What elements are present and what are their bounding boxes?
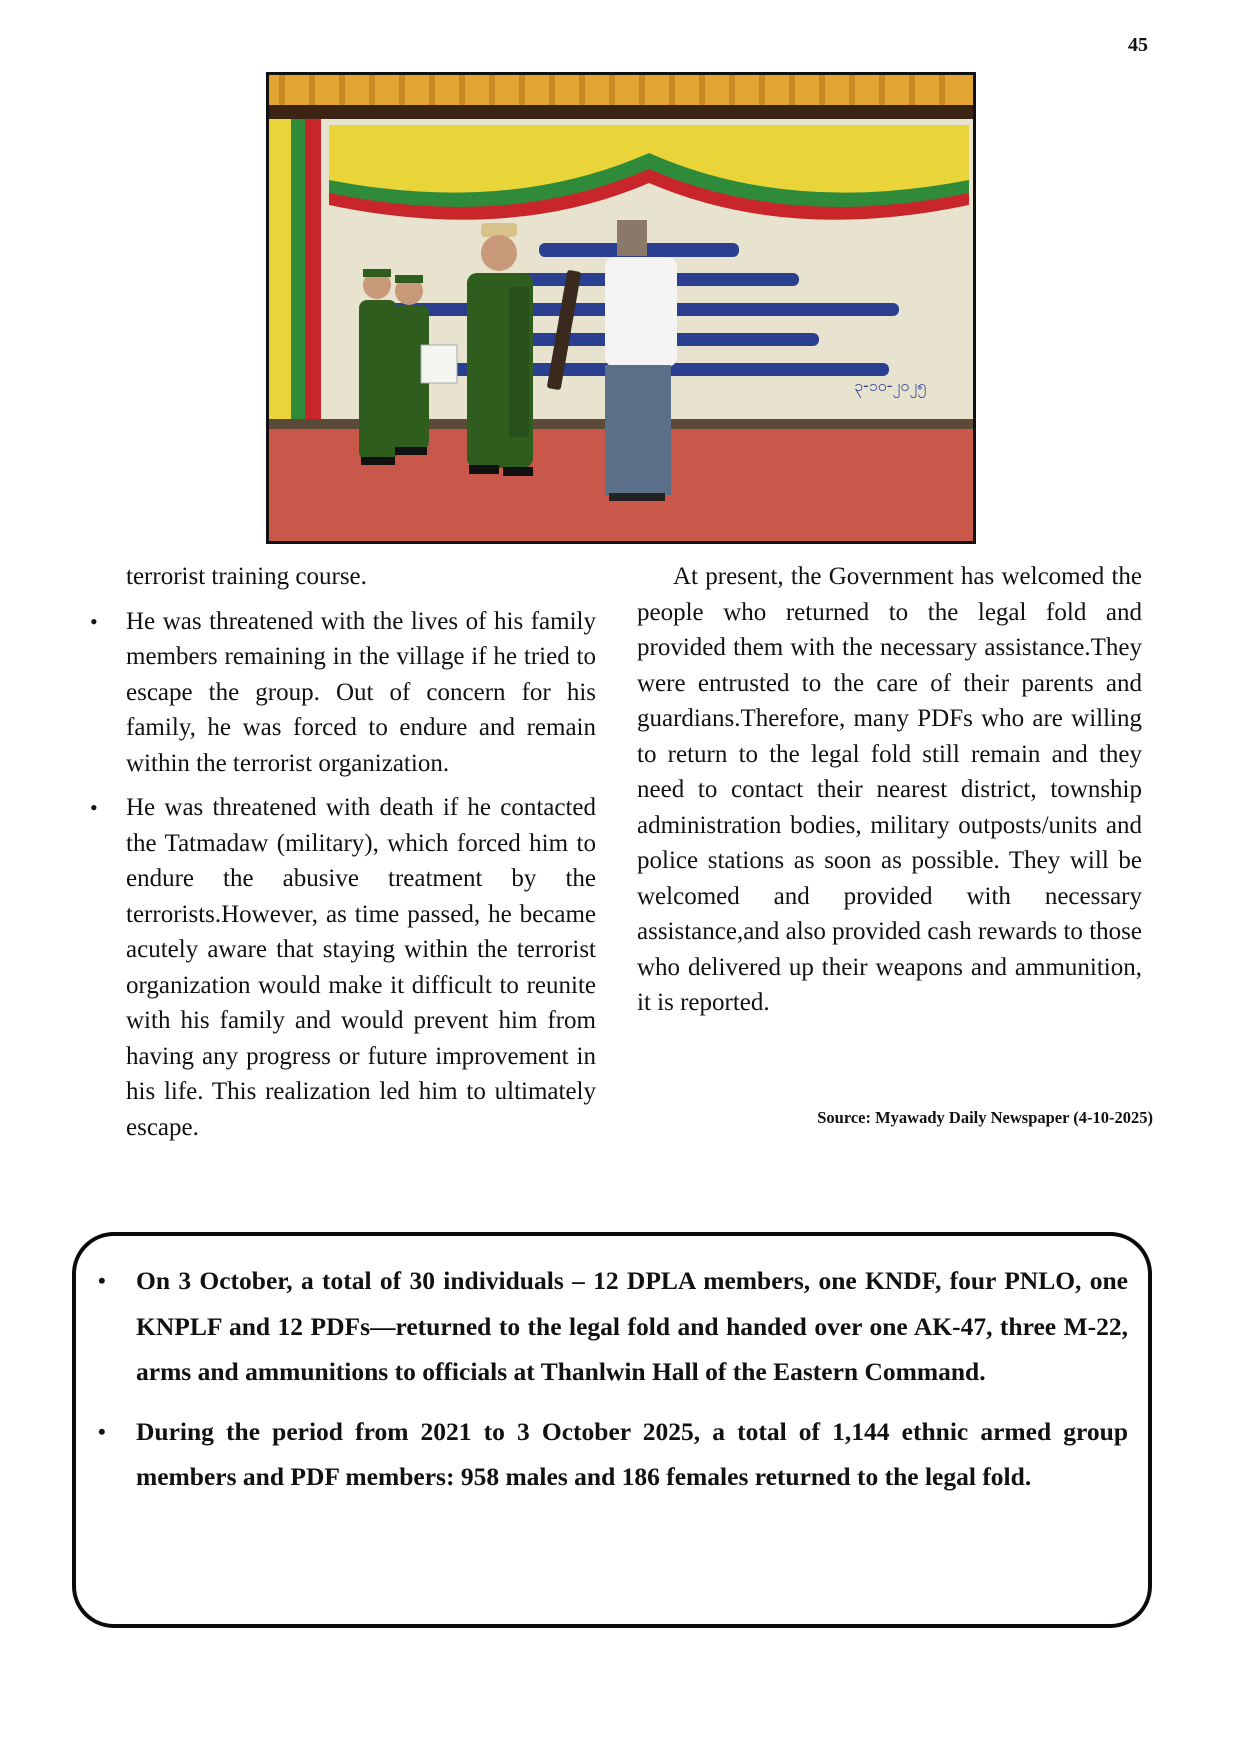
right-column	[637, 559, 1142, 1021]
envelope	[421, 345, 457, 383]
highlight-item-text: During the period from 2021 to 3 October 2025, a total of 1,144 ethnic armed group members and PDF members: 958 males and 186 females returned to the legal fold.	[136, 1416, 1128, 1491]
left-column	[88, 559, 596, 1154]
highlight-list	[98, 1258, 1128, 1514]
civilian-figure	[605, 220, 677, 501]
list-item	[88, 790, 596, 1145]
page-number: 45	[1128, 34, 1148, 56]
ceremony-photo-illustration	[269, 75, 973, 541]
bullet-icon: •	[90, 608, 98, 634]
highlight-item	[98, 1258, 1128, 1395]
highlight-box	[72, 1232, 1152, 1628]
source-citation: Source: Myawady Daily Newspaper (4-10-2025)	[817, 1108, 1153, 1127]
bullet-icon: •	[98, 1268, 106, 1293]
body-paragraph: At present, the Government has welcomed the people who returned to the legal fold and provided them with the necessary assistance.They were entrusted to the care of their parents and guardians.Therefore, many PDFs who are willing to return to the legal fold still remain and they need to contact their nearest district, township administration bodies, military outposts/units and police stations as soon as possible. They will be welcomed and provided with necessary assistance,and also provided cash rewards to those who delivered up their weapons and ammunition, it is reported.	[637, 563, 1142, 1016]
list-item	[88, 604, 596, 782]
ceremony-photo	[266, 72, 976, 544]
bullet-icon: •	[98, 1418, 106, 1444]
list-item-text: He was threatened with death if he contacted the Tatmadaw (military), which forced him to endure the abusive treatment by the terrorists.However, as time passed, he became acutely aware that staying within the terrorist organization would make it difficult to reunite with his family and would prevent him from having any progress or future improvement in his life. This realization led him to ultimately escape.	[126, 794, 596, 1141]
list-item-text: He was threatened with the lives of his family members remaining in the village if he tried to escape the group. Out of concern for his family, he was forced to endure and remain within the terrorist organization.	[126, 607, 596, 777]
continued-text: terrorist training course.	[126, 563, 367, 590]
bullet-icon: •	[90, 795, 98, 820]
highlight-item-text: On 3 October, a total of 30 individuals – 12 DPLA members, one KNDF, four PNLO, one KNPLF and 12 PDFs—returned to the legal fold and handed over one AK-47, three M-22, arms and ammunitions to officials at Thanlwin Hall of the Eastern Command.	[136, 1266, 1128, 1386]
banner-date: ၃-၁၀-၂၀၂၅	[854, 376, 927, 395]
valance	[269, 105, 973, 119]
highlight-item	[98, 1409, 1128, 1500]
